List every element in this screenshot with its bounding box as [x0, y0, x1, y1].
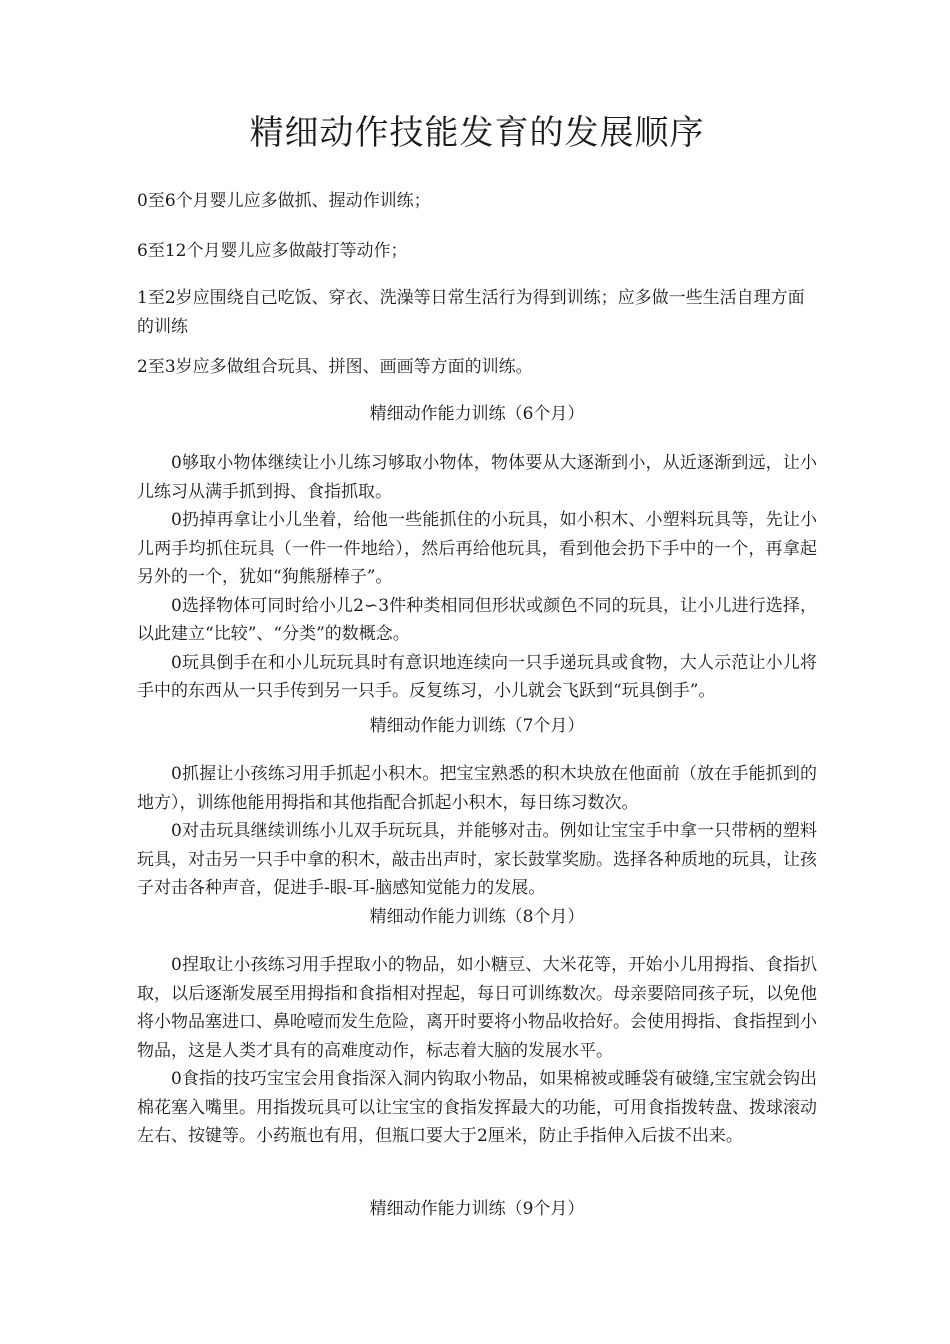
section-body: [137, 760, 817, 903]
intro-line: 6至12个月婴儿应多做敲打等动作；: [137, 241, 408, 261]
document-title: 精细动作技能发育的发展顺序: [249, 113, 705, 153]
paragraph: 0扔掉再拿让小儿坐着，给他一些能抓住的小玩具，如小积木、小塑料玩具等，先让小儿两手均抓住玩具（一件一件地给），然后再给他玩具，看到他会扔下手中的一个，再拿起另外的一个，犹如“狗熊掰棒子”。: [137, 510, 817, 587]
section-heading: 精细动作能力训练（6个月）: [369, 404, 585, 424]
section-heading: 精细动作能力训练（9个月）: [369, 1199, 585, 1219]
paragraph: 0够取小物体继续让小儿练习够取小物体，物体要从大逐渐到小，从近逐渐到远，让小儿练习从满手抓到拇、食指抓取。: [137, 453, 817, 502]
section-heading: 精细动作能力训练（8个月）: [369, 907, 585, 927]
section-heading: 精细动作能力训练（7个月）: [369, 716, 585, 736]
intro-line: 2至3岁应多做组合玩具、拼图、画画等方面的训练。: [137, 357, 533, 377]
paragraph: 0抓握让小孩练习用手抓起小积木。把宝宝熟悉的积木块放在他面前（放在手能抓到的地方），训练他能用拇指和其他指配合抓起小积木，每日练习数次。: [137, 764, 817, 813]
paragraph: 0选择物体可同时给小儿2∽3件种类相同但形状或颜色不同的玩具，让小儿进行选择，以此建立“比较”、“分类”的数概念。: [137, 595, 817, 644]
section-body: [137, 449, 817, 706]
intro-line: 1至2岁应围绕自己吃饭、穿衣、洗澡等日常生活行为得到训练；应多做一些生活自理方面的训练: [137, 288, 805, 337]
paragraph: 0食指的技巧宝宝会用食指深入洞内钩取小物品，如果棉被或睡袋有破缝,宝宝就会钩出棉花塞入嘴里。用指拨玩具可以让宝宝的食指发挥最大的功能，可用食指拨转盘、拨球滚动左右、按键等。小药瓶也有用，但瓶口要大于2厘米，防止手指伸入后拔不出来。: [137, 1069, 817, 1146]
paragraph: 0对击玩具继续训练小儿双手玩玩具，并能够对击。例如让宝宝手中拿一只带柄的塑料玩具，对击另一只手中拿的积木，敲击出声时，家长鼓掌奖励。选择各种质地的玩具，让孩子对击各种声音，促进手-眼-耳-脑感知觉能力的发展。: [137, 821, 817, 898]
intro-line: 0至6个月婴儿应多做抓、握动作训练；: [137, 191, 431, 211]
section-body: [137, 951, 817, 1151]
paragraph: 0玩具倒手在和小儿玩玩具时有意识地连续向一只手递玩具或食物，大人示范让小儿将手中的东西从一只手传到另一只手。反复练习，小儿就会飞跃到“玩具倒手”。: [137, 652, 817, 701]
paragraph: 0捏取让小孩练习用手捏取小的物品，如小糖豆、大米花等，开始小儿用拇指、食指扒取，以后逐渐发展至用拇指和食指相对捏起，每日可训练数次。母亲要陪同孩子玩，以免他将小物品塞进口、鼻呛噎而发生危险，离开时要将小物品收拾好。会使用拇指、食指捏到小物品，这是人类才具有的高难度动作，标志着大脑的发展水平。: [137, 955, 817, 1061]
